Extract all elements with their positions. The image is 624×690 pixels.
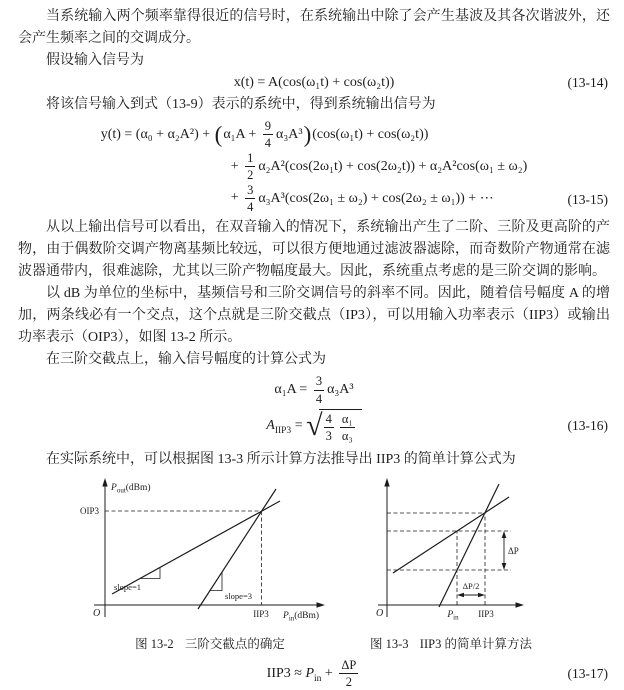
math-text: + [230,190,243,206]
iip3-text: IIP3 ≈ [266,665,306,681]
figure-13-2-caption-text: 三阶交截点的确定 [184,637,285,651]
equation-13-16 [18,374,610,446]
denominator: 4 [247,199,254,214]
subscript-IIP3: IIP3 [274,425,292,436]
big-left-paren: ( [214,122,223,148]
fig2-pin-unit: (dBm) [294,611,320,621]
variable-P: P [305,665,315,681]
fig2-slope1-label: slope=1 [114,582,141,592]
fig2-iip3-label: IIP3 [253,609,269,619]
fig3-y-axis-arrow [384,478,389,487]
fraction [324,412,334,444]
equation-13-15-lines [101,119,528,214]
math-text [266,418,306,434]
paragraph-2: 假设输入信号为 [46,53,144,68]
equals-sign: = [291,418,307,433]
fig3-origin-label: O [375,608,384,619]
fraction [339,658,358,690]
equation-13-14-number: (13-14) [567,75,608,90]
math-text: α₃A³ [327,382,354,398]
fig2-x-axis-label [282,610,319,623]
math-text: α₁A = [274,382,311,398]
fig2-y-axis-arrow [102,478,107,487]
figure-13-2-caption-label: 图 13-2 [135,637,174,651]
fraction [245,183,255,215]
fig3-delta-p-half-label: ΔP/2 [462,581,480,591]
fraction [340,412,355,444]
fig3-delta-p-half-arrow-left [457,593,464,598]
figure-13-3 [370,477,532,652]
fig2-x-axis-arrow [317,602,326,607]
fraction [245,151,255,183]
equation-13-16-line-2 [266,406,361,446]
equation-13-15-line-1 [101,119,528,151]
math-text: y(t) = (α₀ + α₂A²) + [100,126,214,142]
fig3-fundamental-line [393,497,509,573]
equation-13-14-body: x(t) = A(cos(ω₁t) + cos(ω₂t)) [233,75,395,90]
numerator: 3 [314,374,324,390]
fig3-delta-p-half-arrow-right [478,593,485,598]
equation-13-15 [18,119,610,214]
paragraph-6: 在三阶交截点上，输入信号幅度的计算公式为 [46,352,326,368]
math-text: α₃A³(cos(2ω₁ ± ω₂) + cos(2ω₂ ± ω₁)) + ⋯ [258,190,494,206]
fraction [263,119,273,151]
radicand [319,409,362,444]
fig3-delta-p-arrow-down [502,563,507,570]
paragraph-5: 以 dB 为单位的坐标中，基频信号和三阶交调信号的斜率不同。因此，随着信号幅度 A 的增加，两条线必有一个交点，这个点就是三阶交截点（IP3），可以用输入功率表示（IIP3）或输出功率表示（OIP3），如图 13-2 所示。 [18,286,610,346]
denominator: α₃ [341,429,353,443]
fig3-delta-p-label: ΔP [507,546,519,556]
equation-13-16-line-1 [274,374,353,406]
fig2-y-axis-label [110,482,151,495]
equation-13-16-lines [266,374,361,446]
figure-13-2-plot [80,477,340,627]
big-right-paren: ) [303,122,312,148]
paragraph-3: 将该信号输入到式（13-9）表示的系统中，得到系统输出信号为 [46,97,436,112]
math-text: α₁A + [223,126,260,142]
math-text: α₂A²(cos(2ω₁t) + cos(2ω₂t)) + α₂A²cos(ω₁ ± ω₂) [258,158,528,174]
subscript-in: in [314,673,322,684]
figure-13-3-caption [370,634,532,652]
figure-13-2 [80,477,340,652]
fig2-oip3-label: OIP3 [80,506,100,516]
fig3-x-axis-arrow [515,602,524,607]
denominator: 2 [345,675,352,690]
denominator: 4 [315,391,323,406]
math-text: (cos(ω₁t) + cos(ω₂t)) [312,126,429,142]
equation-13-15-line-3 [231,183,528,215]
numerator: ΔP [339,658,358,674]
figure-13-3-plot [371,477,531,627]
figures-row [18,477,610,652]
figure-13-2-caption [80,634,340,652]
figure-13-3-caption-label: 图 13-3 [370,637,409,651]
math-text [267,666,337,682]
figure-13-3-caption-text: IIP3 的简单计算方法 [419,637,532,651]
denominator: 4 [264,136,272,151]
numerator: 4 [324,412,334,428]
equation-13-15-line-2 [231,151,528,183]
equation-13-15-number: (13-15) [567,192,608,208]
equation-13-16-number: (13-16) [567,418,608,433]
fig2-slope3-label: slope=3 [225,591,252,601]
numerator: 1 [245,151,255,167]
denominator: 2 [247,168,254,183]
fig2-pout-sub: out [116,486,126,495]
fig2-pout-unit: (dBm) [125,483,151,493]
math-text: α₃A³ [276,126,303,142]
fraction [314,374,324,406]
fig3-delta-p-arrow-up [502,531,507,538]
numerator: 9 [263,119,273,135]
denominator: 3 [325,429,332,443]
fig3-pin-base: P [447,610,454,620]
paragraph-4: 从以上输出信号可以看出，在双音输入的情况下，系统输出产生了二阶、三阶及更高阶的产物，由于偶数阶交调产物离基频比较远，可以很方便地通过滤波器滤除，而奇数阶产物通常在滤波器通带内，很难滤除，尤其以三阶产物幅度最大。因此，系统重点考虑的是三阶交调的影响。 [18,220,610,280]
fig3-pin-label [446,610,459,622]
equation-13-17 [18,658,610,690]
paragraph-1: 当系统输入两个频率靠得很近的信号时，在系统输出中除了会产生基波及其各次谐波外，还会产生频率之间的交调成分。 [18,9,610,46]
equation-13-17-number: (13-17) [567,665,608,681]
fig2-origin-label: O [93,608,101,619]
fig3-iip3-label: IIP3 [478,609,494,619]
equation-13-14 [18,75,610,91]
square-root [306,409,362,444]
plus-sign: + [321,665,337,681]
variable-A: A [266,418,275,433]
numerator: α₁ [340,412,355,428]
radical-sign: √ [306,408,323,442]
fig2-pin-base: P [283,611,289,621]
paragraph-7: 在实际系统中，可以根据图 13-3 所示计算方法推导出 IIP3 的简单计算公式为 [46,452,516,467]
fig2-pout-base: P [111,483,117,493]
fig2-fundamental-line [112,501,280,594]
fig2-pin-sub: in [288,614,295,623]
math-text: + [230,158,243,174]
fig3-pin-sub: in [453,613,459,622]
numerator: 3 [245,183,255,199]
